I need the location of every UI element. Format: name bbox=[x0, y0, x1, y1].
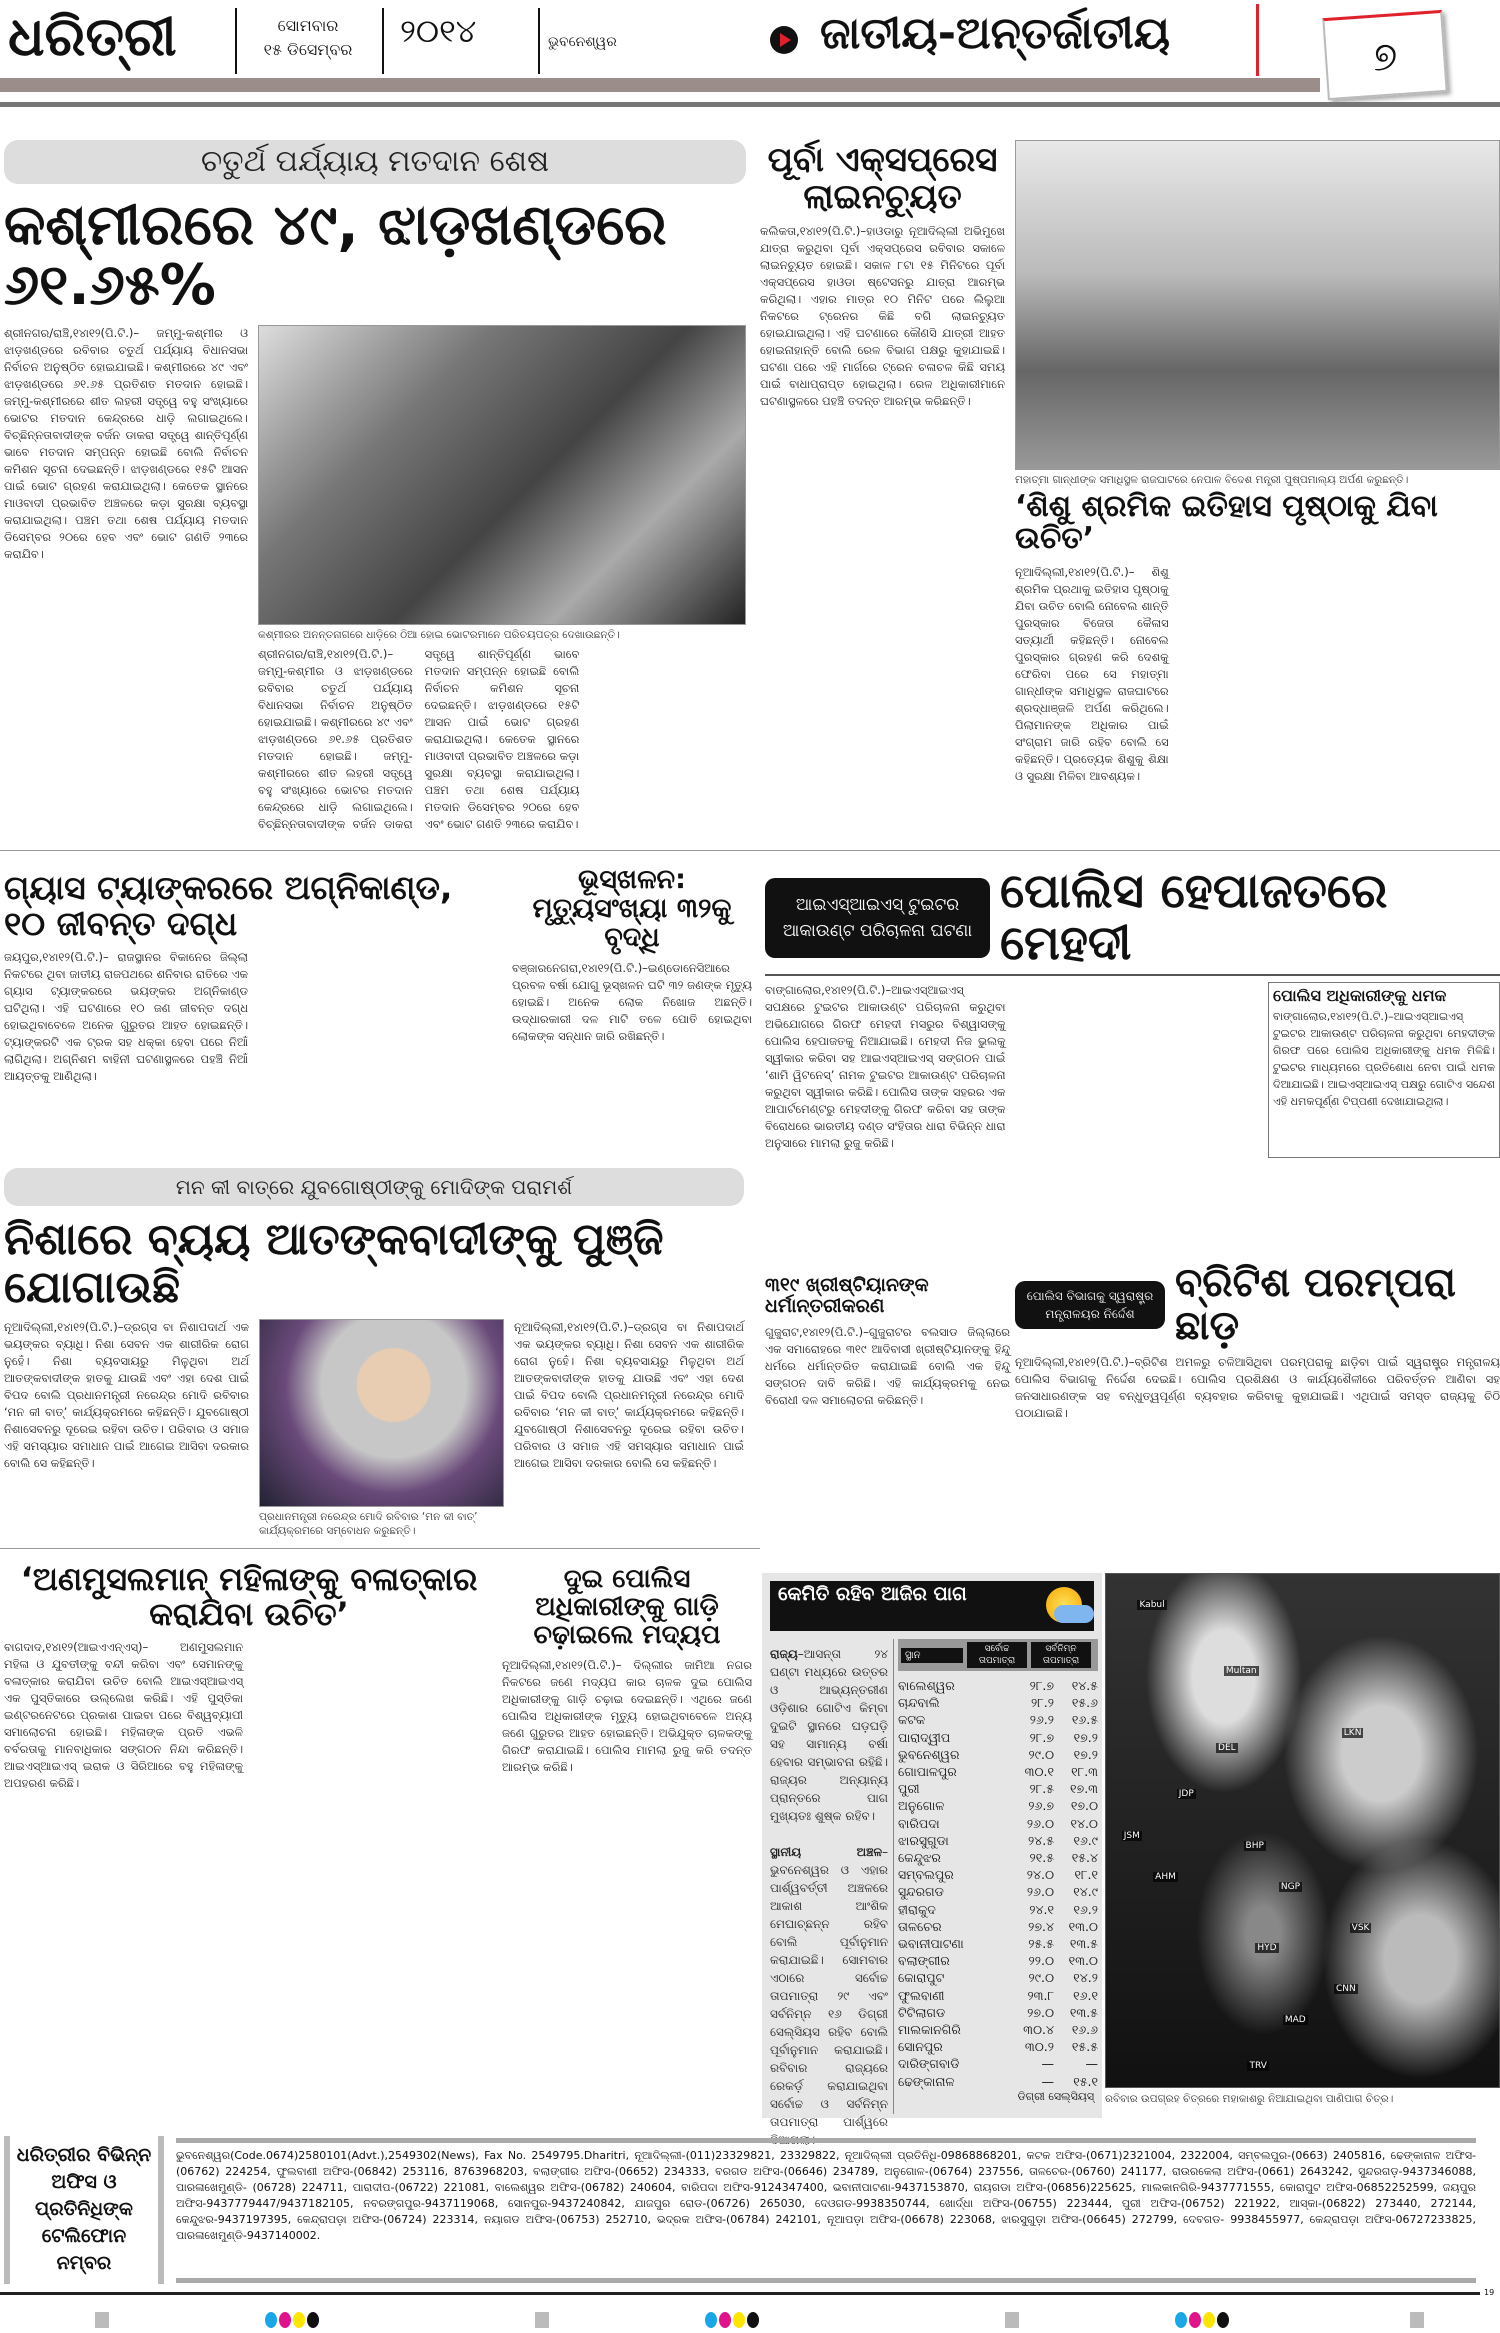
non-muslim-story bbox=[4, 1562, 494, 2110]
non-muslim-headline[interactable]: ‘ଅଣମୁସଲମାନ୍ ମହିଳାଙ୍କୁ ବଳାତ୍କାର କରାଯିବା ଉଚିତ’ bbox=[20, 1560, 478, 1633]
cell-min: ୧୩.୫ bbox=[1069, 2004, 1098, 2020]
cell-max: ୩୦.୧ bbox=[1024, 1764, 1054, 1780]
table-body bbox=[898, 1671, 1098, 2090]
cell-max: ୨୮.୭ bbox=[1029, 1729, 1054, 1745]
cell-min: ୧୭.୨ bbox=[1073, 1746, 1098, 1762]
child-labour-headline[interactable]: ‘ଶିଶୁ ଶ୍ରମିକ ଇତିହାସ ପୃଷ୍ଠାକୁ ଯିବା ଉଚିତ’ bbox=[1015, 489, 1438, 557]
registration-mark bbox=[1005, 2312, 1019, 2328]
cell-place: ଭବାନୀପାଟଣା bbox=[898, 1936, 964, 1952]
local-label: ସ୍ଥାନୀୟ ଅଞ୍ଚଳ bbox=[770, 1845, 882, 1859]
section-title: ଜାତୀୟ-ଅନ୍ତର୍ଜାତୀୟ bbox=[820, 8, 1171, 59]
cell-place: କୋରାପୁଟ bbox=[898, 1970, 945, 1986]
cell-min: ୧୩.୦ bbox=[1068, 1918, 1098, 1934]
divider bbox=[382, 8, 384, 74]
table-row bbox=[898, 1969, 1098, 1986]
child-labour-body: ନୂଆଦିଲ୍ଲୀ,୧୪ା୧୨(ପି.ଟି.)– ଶିଶୁ ଶ୍ରମିକ ପ୍ରଥାକୁ ଇତିହାସ ପୃଷ୍ଠାକୁ ଯିବା ଉଚିତ ବୋଲି ନୋବେଲ ଶାନ୍ତି ପୁରସ୍କାର ବିଜେତା କୈଳାସ ସତ୍ୟାର୍ଥୀ କହିଛନ୍ତି। ନୋବେଲ ପୁରସ୍କାର ଗ୍ରହଣ କରି ଦେଶକୁ ଫେରିବା ପରେ ସେ ମହାତ୍ମା ଗାନ୍ଧୀଙ୍କ ସମାଧିସ୍ଥଳ ରାଜଘାଟରେ ଶ୍ରଦ୍ଧାଞ୍ଜଳି ଅର୍ପଣ କରିଥିଲେ। ପିଲାମାନଙ୍କ ଅଧିକାର ପାଇଁ ସଂଗ୍ରାମ ଜାରି ରହିବ ବୋଲି ସେ କହିଛନ୍ତି। ପ୍ରତ୍ୟେକ ଶିଶୁକୁ ଶିକ୍ଷା ଓ ସୁରକ୍ଷା ମିଳିବା ଆବଶ୍ୟକ। bbox=[1015, 564, 1169, 783]
issue-year: ୨୦୧୪ bbox=[400, 12, 477, 50]
divider bbox=[235, 8, 237, 74]
logo: ଧରିତ୍ରୀ bbox=[8, 5, 177, 68]
map-city-label: Kabul bbox=[1139, 1599, 1165, 1610]
cell-min: ୧୫.୫ bbox=[1071, 2039, 1098, 2055]
cell-place: ଅନୁଗୋଳ bbox=[898, 1798, 945, 1814]
table-row bbox=[898, 1832, 1098, 1849]
cell-place: କେନ୍ଦୁଝର bbox=[898, 1850, 941, 1866]
cell-min: ୧୪.୫ bbox=[1071, 1678, 1098, 1693]
cell-min: ୧୭.୨ bbox=[1073, 1729, 1098, 1745]
cell-max: ୨୬.୭ bbox=[1028, 1798, 1054, 1814]
mehdi-body: ବାଙ୍ଗାଲୋର,୧୪ା୧୨(ପି.ଟି.)–ଆଇଏସ୍‌ଆଇଏସ୍ ସପକ୍ଷରେ ଟୁଇଟର ଆକାଉଣ୍ଟ ପରିଚାଳନା କରୁଥିବା ଅଭିଯୋଗରେ ଗିରଫ ମେହଦୀ ମସରୁର ବିଶ୍ୱାସଙ୍କୁ ପୋଲିସ ହେପାଜତକୁ ନିଆଯାଇଛି। ମେହଦୀ ନିଜ ଭୁଲକୁ ସ୍ୱୀକାର କରିବା ସହ ଆଇଏସ୍‌ଆଇଏସ୍ ସଙ୍ଗଠନ ପାଇଁ ‘ଶାମି ୱିଟନେସ୍’ ନାମକ ଟୁଇଟର ଆକାଉଣ୍ଟ ପରିଚାଳନା କରୁଥିବା ସ୍ୱୀକାର କରିଛି। ପୋଲିସ ତାଙ୍କ ସହରର ଏକ ଆପାର୍ଟମେଣ୍ଟରୁ ମେହଦୀଙ୍କୁ ଗିରଫ କରିବା ସହ ତାଙ୍କ ବିରୋଧରେ ଭାରତୀୟ ଦଣ୍ଡ ସଂହିତାର ଧାରା ବିଭିନ୍ନ ଧାରା ଅନୁସାରେ ମାମଲା ରୁଜୁ କରିଛି। bbox=[765, 982, 1006, 1150]
cell-min: ୧୫.୧ bbox=[1073, 2073, 1098, 2089]
cell-place: ଦାରିଙ୍ଗବାଡି bbox=[898, 2056, 960, 2072]
cell-place: ଝାରସୁଗୁଡା bbox=[898, 1832, 949, 1848]
cell-min: ୧୮.୧ bbox=[1074, 1867, 1098, 1883]
table-row bbox=[898, 1901, 1098, 1918]
mha-tag: ପୋଲିସ ବିଭାଗକୁ ସ୍ୱରାଷ୍ଟ୍ର ମନ୍ତ୍ରାଳୟର ନିର୍ଦ୍ଦେଶ bbox=[1015, 1281, 1165, 1329]
cell-max: ୨୮.୫ bbox=[1029, 1781, 1054, 1797]
cell-min: ୧୮.୩ bbox=[1071, 1764, 1098, 1780]
table-row bbox=[898, 1729, 1098, 1746]
map-city-label: VSK bbox=[1351, 1922, 1370, 1933]
table-row bbox=[898, 1918, 1098, 1935]
conversion-body: ଗୁଜୁରାଟ,୧୪ା୧୨(ପି.ଟି.)–ଗୁଜୁରାଟର ବଲସାଡ ଜିଲ୍ଲାରେ ଏକ ସମାରୋହରେ ୩୧୯ ଆଦିବାସୀ ଖ୍ରୀଷ୍ଟିୟାନଙ୍କୁ ହିନ୍ଦୁ ଧର୍ମରେ ଧର୍ମାନ୍ତରିତ କରାଯାଇଛି ବୋଲି ଏକ ହିନ୍ଦୁ ସଙ୍ଗଠନ ଦାବି କରିଛି। ଏହି କାର୍ଯ୍ୟକ୍ରମକୁ ନେଇ ବିରୋଧୀ ଦଳ ସମାଲୋଚନା କରିଛନ୍ତି। bbox=[765, 1325, 1010, 1408]
state-label: ରାଜ୍ୟ bbox=[770, 1647, 798, 1661]
cell-place: ବଲାଙ୍ଗୀର bbox=[898, 1953, 950, 1969]
voters-photo bbox=[258, 325, 746, 625]
map-city-label: Multan bbox=[1225, 1666, 1257, 1677]
table-row bbox=[898, 1883, 1098, 1900]
mann-body-right: ନୂଆଦିଲ୍ଲୀ,୧୪ା୧୨(ପି.ଟି.)–ଡ୍ରଗ୍ସ ବା ନିଶାପଦାର୍ଥ ଏକ ଭୟଙ୍କର ବ୍ୟାଧି। ନିଶା ସେବନ ଏକ ଶାରୀରିକ ରୋଗ ନୁହେଁ। ନିଶା ବ୍ୟବସାୟରୁ ମିଳୁଥିବା ଅର୍ଥ ଆତଙ୍କବାଦୀଙ୍କ ହାତକୁ ଯାଉଛି ଏବଂ ଏହା ଦେଶ ପାଇଁ ବିପଦ ବୋଲି ପ୍ରଧାନମନ୍ତ୍ରୀ ନରେନ୍ଦ୍ର ମୋଦି ରବିବାର ‘ମନ କୀ ବାତ୍’ କାର୍ଯ୍ୟକ୍ରମରେ କହିଛନ୍ତି। ଯୁବଗୋଷ୍ଠୀ ନିଶାସେବନରୁ ଦୂରେଇ ରହିବା ଉଚିତ। ପରିବାର ଓ ସମାଜ ଏହି ସମସ୍ୟାର ସମାଧାନ ପାଇଁ ଆଗେଇ ଆସିବା ଦରକାର ବୋଲି ସେ କହିଛନ୍ତି। bbox=[514, 1320, 744, 1471]
cell-place: ଗୋପାଳପୁର bbox=[898, 1764, 957, 1780]
header-place: ସ୍ଥାନ bbox=[901, 1648, 963, 1663]
cell-place: ବାଲେଶ୍ୱର bbox=[898, 1678, 955, 1693]
footer-title-box bbox=[4, 2136, 164, 2284]
header-max: ସର୍ବୋଚ୍ଚ ତାପମାତ୍ରା bbox=[967, 1642, 1027, 1668]
british-story bbox=[1015, 1262, 1500, 1542]
page-number-badge bbox=[1322, 10, 1447, 100]
cell-place: ତାଳଚେର bbox=[898, 1918, 942, 1934]
cell-max: ୨୬.୦ bbox=[1026, 1815, 1054, 1831]
map-city-label: NGP bbox=[1280, 1881, 1301, 1892]
table-row bbox=[898, 1952, 1098, 1969]
modi-caption: ପ୍ରଧାନମନ୍ତ୍ରୀ ନରେନ୍ଦ୍ର ମୋଦି ରବିବାର ‘ମନ କୀ ବାତ୍’ କାର୍ଯ୍ୟକ୍ରମରେ ସମ୍ବୋଧନ କରୁଛନ୍ତି। bbox=[259, 1511, 478, 1537]
lead-kicker: ଚତୁର୍ଥ ପର୍ଯ୍ୟାୟ ମତଦାନ ଶେଷ bbox=[4, 140, 746, 184]
weather-title: କେମିତି ରହିବ ଆଜିର ପାଗ bbox=[778, 1583, 967, 1605]
page-rule bbox=[0, 2292, 1480, 2295]
cell-min: ୧୬.୧ bbox=[1073, 1987, 1098, 2003]
map-city-label: JSM bbox=[1123, 1830, 1140, 1841]
cell-place: ସୁନ୍ଦରଗଡ bbox=[898, 1884, 944, 1900]
lead-headline[interactable]: କଶ୍ମୀରରେ ୪୯, ଝାଡ଼ଖଣ୍ଡରେ ୬୧.୬୫% bbox=[4, 193, 667, 319]
map-city-label: HYD bbox=[1257, 1943, 1277, 1954]
cell-max: — bbox=[1041, 2056, 1054, 2072]
cell-min: ୧୬.୬ bbox=[1071, 2022, 1098, 2038]
masthead-band bbox=[0, 78, 1320, 92]
lead-body-bottom: ଶ୍ରୀନଗର/ରାଞ୍ଚି,୧୪ା୧୨(ପି.ଟି.)– ଜମ୍ମୁ-କଶ୍ମୀର ଓ ଝାଡ଼ଖଣ୍ଡରେ ରବିବାର ଚତୁର୍ଥ ପର୍ଯ୍ୟାୟ ବିଧାନସଭା ନିର୍ବାଚନ ଅନୁଷ୍ଠିତ ହୋଇଯାଇଛି। କଶ୍ମୀରରେ ୪୯ ଏବଂ ଝାଡ଼ଖଣ୍ଡରେ ୬୧.୬୫ ପ୍ରତିଶତ ମତଦାନ ହୋଇଛି। ଜମ୍ମୁ-କଶ୍ମୀରରେ ଶୀତ ଲହରୀ ସତ୍ତ୍ୱେ ବହୁ ସଂଖ୍ୟାରେ ଭୋଟର ମତଦାନ କେନ୍ଦ୍ରରେ ଧାଡ଼ି ଲଗାଇଥିଲେ। ବିଚ୍ଛିନ୍ନତାବାଦୀଙ୍କ ବର୍ଜନ ଡାକରା ସତ୍ତ୍ୱେ ଶାନ୍ତିପୂର୍ଣ୍ଣ ଭାବେ ମତଦାନ ସମ୍ପନ୍ନ ହୋଇଛି ବୋଲି ନିର୍ବାଚନ କମିଶନ ସୂଚନା ଦେଇଛନ୍ତି। ଝାଡ଼ଖଣ୍ଡରେ ୧୫ଟି ଆସନ ପାଇଁ ଭୋଟ ଗ୍ରହଣ କରାଯାଇଥିଲା। କେତେକ ସ୍ଥାନରେ ମାଓବାଦୀ ପ୍ରଭାବିତ ଅଞ୍ଚଳରେ କଡ଼ା ସୁରକ୍ଷା ବ୍ୟବସ୍ଥା କରାଯାଇଥିଲା। ପଞ୍ଚମ ତଥା ଶେଷ ପର୍ଯ୍ୟାୟ ମତଦାନ ଡିସେମ୍ବର ୨୦ରେ ହେବ ଏବଂ ଭୋଟ ଗଣତି ୨୩ରେ କରାଯିବ। bbox=[258, 646, 580, 831]
cell-max: ୩୦.୪ bbox=[1023, 2022, 1054, 2038]
cell-max: ୨୯.୦ bbox=[1028, 1970, 1054, 1986]
conversion-story bbox=[765, 1275, 1010, 1542]
table-row bbox=[898, 2073, 1098, 2090]
cell-max: ୨୪.୫ bbox=[1027, 1832, 1054, 1848]
child-labour-story bbox=[1015, 140, 1500, 840]
cell-max: ୨୩.୮ bbox=[1027, 1987, 1054, 2003]
cell-place: ଫୁଲବାଣୀ bbox=[898, 1987, 945, 2003]
divider bbox=[0, 850, 1500, 851]
cell-max: ୨୮.୭ bbox=[1029, 1678, 1054, 1693]
table-row bbox=[898, 1797, 1098, 1814]
landslide-body: ବଞ୍ଜାରନେଗରା,୧୪ା୧୨(ପି.ଟି.)–ଇଣ୍ଡୋନେସିଆରେ ପ୍ରବଳ ବର୍ଷା ଯୋଗୁ ଭୂସ୍ଖଳନ ଘଟି ୩୨ ଜଣଙ୍କ ମୃତ୍ୟୁ ହୋଇଛି। ଅନେକ ଲୋକ ନିଖୋଜ ଅଛନ୍ତି। ଉଦ୍ଧାରକାରୀ ଦଳ ମାଟି ତଳେ ପୋତି ହୋଇଥିବା ଲୋକଙ୍କ ସନ୍ଧାନ ଜାରି ରଖିଛନ୍ତି। bbox=[512, 961, 752, 1044]
table-row bbox=[898, 2021, 1098, 2038]
conversion-headline[interactable]: ୩୧୯ ଖ୍ରୀଷ୍ଟିୟାନଙ୍କ ଧର୍ମାନ୍ତରୀକରଣ bbox=[765, 1274, 929, 1317]
page-number: ୭ bbox=[1371, 33, 1399, 81]
cell-min: ୧୫.୬ bbox=[1071, 1695, 1098, 1711]
map-city-label: TRV bbox=[1249, 2061, 1267, 2072]
table-row bbox=[898, 1987, 1098, 2004]
voters-photo-caption: କଶ୍ମୀରର ଅନନ୍ତନାଗରେ ଧାଡ଼ିରେ ଠିଆ ହୋଇ ଭୋଟରମାନେ ପରିଚୟପତ୍ର ଦେଖାଉଛନ୍ତି। bbox=[258, 628, 620, 641]
table-row bbox=[898, 2038, 1098, 2055]
cell-max: ୨୪.୦ bbox=[1026, 1867, 1054, 1883]
table-row bbox=[898, 1815, 1098, 1832]
table-row bbox=[898, 2004, 1098, 2021]
lead-story bbox=[4, 140, 746, 840]
map-city-label: BHP bbox=[1245, 1840, 1264, 1851]
map-city-label: CNN bbox=[1335, 1984, 1356, 1995]
issue-date-text: ୧୫ ଡିସେମ୍ବର bbox=[263, 40, 353, 59]
weather-forecast-text bbox=[770, 1645, 888, 2129]
masthead bbox=[0, 0, 1500, 115]
modi-photo bbox=[259, 1319, 504, 1507]
cell-min: ୧୪.୨ bbox=[1073, 1970, 1098, 1986]
table-row bbox=[898, 2055, 1098, 2072]
cell-place: ଭୁବନେଶ୍ୱର bbox=[898, 1746, 960, 1762]
state-forecast: –ଆସନ୍ତା ୨୪ ଘଣ୍ଟା ମଧ୍ୟରେ ଉତ୍ତର ଓ ଆଭ୍ୟନ୍ତରୀଣ ଓଡ଼ିଶାର ଗୋଟିଏ କିମ୍ବା ଦୁଇଟି ସ୍ଥାନରେ ଘଡ଼ଘଡ଼ି ସହ ସାମାନ୍ୟ ବର୍ଷା ହେବାର ସମ୍ଭାବନା ରହିଛି। ରାଜ୍ୟର ଅନ୍ୟାନ୍ୟ ପ୍ରାନ୍ତରେ ପାଗ ମୁଖ୍ୟତଃ ଶୁଷ୍କ ରହିବ। bbox=[770, 1647, 888, 1823]
cell-max: ୨୭.୪ bbox=[1028, 1918, 1054, 1934]
cell-max: ୨୮.୨ bbox=[1031, 1695, 1054, 1711]
table-row bbox=[898, 1780, 1098, 1797]
cell-min: ୧୭.୩ bbox=[1070, 1781, 1098, 1797]
cell-min: ୧୬.୫ bbox=[1071, 1712, 1098, 1728]
map-city-label: DEL bbox=[1218, 1743, 1236, 1754]
registration-mark bbox=[95, 2312, 109, 2328]
cell-max: ୨୭.୦ bbox=[1027, 2004, 1054, 2020]
table-row bbox=[898, 1746, 1098, 1763]
divider bbox=[893, 1639, 894, 2114]
header-min: ସର୍ବନିମ୍ନ ତାପମାତ୍ରା bbox=[1031, 1642, 1091, 1668]
local-forecast: –ଭୁବନେଶ୍ୱର ଓ ଏହାର ପାର୍ଶ୍ୱବର୍ତ୍ତୀ ଅଞ୍ଚଳରେ ଆକାଶ ଆଂଶିକ ମେଘାଚ୍ଛନ୍ନ ରହିବ ବୋଲି ପୂର୍ବାନୁମାନ କରାଯାଇଛି। ସୋମବାର ଏଠାରେ ସର୍ବୋଚ୍ଚ ତାପମାତ୍ରା ୨୯ ଏବଂ ସର୍ବନିମ୍ନ ୧୬ ଡିଗ୍ରୀ ସେଲ୍‌ସିୟସ ରହିବ ବୋଲି ପୂର୍ବାନୁମାନ କରାଯାଇଛି। ରବିବାର ରାଜ୍ୟରେ ରେକର୍ଡ଼ କରାଯାଇଥିବା ସର୍ବୋଚ୍ଚ ଓ ସର୍ବନିମ୍ନ ତାପମାତ୍ରା ପାର୍ଶ୍ୱରେ bbox=[770, 1845, 888, 2129]
cell-place: ଟିଟିଲାଗଡ bbox=[898, 2004, 946, 2020]
weather-panel bbox=[762, 1573, 1102, 2129]
purba-body: କଲିକତା,୧୪ା୧୨(ପି.ଟି.)–ହାଓଡାରୁ ନୂଆଦିଲ୍ଲୀ ଅଭିମୁଖେ ଯାତ୍ରା କରୁଥିବା ପୂର୍ବା ଏକ୍ସପ୍ରେସ ରବିବାର ସକାଳେ ଲାଇନଚ୍ୟୁତ ହୋଇଛି। ସକାଳ ୮ଟା ୧୫ ମିନିଟରେ ପୂର୍ବା ଏକ୍ସପ୍ରେସ ହାଓଡା ଷ୍ଟେସନରୁ ଯାତ୍ରା ଆରମ୍ଭ କରିଥିଲା। ଏହାର ମାତ୍ର ୧୦ ମିନିଟ ପରେ ଲିଲୁଆ ନିକଟରେ ଟ୍ରେନର କିଛି ବଗି ଲାଇନଚ୍ୟୁତ ହୋଇଯାଇଥିଲା। ଏହି ଘଟଣାରେ କୌଣସି ଯାତ୍ରୀ ଆହତ ହୋଇନାହାନ୍ତି ବୋଲି ରେଳ ବିଭାଗ ପକ୍ଷରୁ କୁହାଯାଇଛି। ଘଟଣା ପରେ ଏହି ମାର୍ଗରେ ଟ୍ରେନ ଚଳାଚଳ କିଛି ସମୟ ପାଇଁ ବାଧାପ୍ରାପ୍ତ ହୋଇଥିଲା। ରେଳ ଅଧିକାରୀମାନେ ଘଟଣାସ୍ଥଳରେ ପହଞ୍ଚି ତଦନ୍ତ ଆରମ୍ଭ କରିଛନ୍ତି। bbox=[760, 224, 1005, 409]
sun-cloud-icon bbox=[1046, 1587, 1082, 1623]
cell-min: ୧୩.୦ bbox=[1068, 1953, 1098, 1969]
cell-place: କଟକ bbox=[898, 1712, 926, 1728]
cell-max: ୨୬.୦ bbox=[1026, 1884, 1054, 1900]
cell-min: ୧୭.୦ bbox=[1070, 1798, 1098, 1814]
mann-kicker: ମନ କୀ ବାତ୍‌ରେ ଯୁବଗୋଷ୍ଠୀଙ୍କୁ ମୋଦିଙ୍କ ପରାମର୍ଶ bbox=[4, 1168, 744, 1206]
cell-min: ୧୩.୫ bbox=[1069, 1936, 1098, 1952]
registration-mark bbox=[535, 2312, 549, 2328]
cell-place: ସମ୍ବଲପୁର bbox=[898, 1867, 954, 1883]
two-police-story bbox=[502, 1565, 752, 2110]
police-threat-title: ପୋଲିସ ଅଧିକାରୀଙ୍କୁ ଧମକ bbox=[1273, 985, 1447, 1005]
cell-min: ୧୪.୯ bbox=[1073, 1884, 1098, 1900]
table-row bbox=[898, 1763, 1098, 1780]
gas-tanker-headline[interactable]: ଗ୍ୟାସ ଟ୍ୟାଙ୍କରରେ ଅଗ୍ନିକାଣ୍ଡ, ୧୦ ଜୀବନ୍ତ ଦଗ୍ଧ bbox=[4, 868, 453, 943]
gas-tanker-body: ଜୟପୁର,୧୪ା୧୨(ପି.ଟି.)– ରାଜସ୍ଥାନର ବିକାନେର ଜିଲ୍ଲା ନିକଟରେ ଥିବା ଜାତୀୟ ରାଜପଥରେ ଶନିବାର ରାତିରେ ଏକ ଗ୍ୟାସ ଟ୍ୟାଙ୍କରରେ ଭୟଙ୍କର ଅଗ୍ନିକାଣ୍ଡ ଘଟିଥିଲା। ଏହି ଘଟଣାରେ ୧୦ ଜଣ ଜୀବନ୍ତ ଦଗ୍ଧ ହୋଇଥିବାବେଳେ ଅନେକ ଗୁରୁତର ଆହତ ହୋଇଛନ୍ତି। ଟ୍ୟାଙ୍କରଟି ଏକ ଟ୍ରକ ସହ ଧକ୍କା ହେବା ପରେ ନିଆଁ ଲାଗିଥିଲା। ଅଗ୍ନିଶମ ବାହିନୀ ଘଟଣାସ୍ଥଳରେ ପହଞ୍ଚି ନିଆଁ ଆୟତ୍ତକୁ ଆଣିଥିଲା। bbox=[4, 950, 248, 1084]
divider bbox=[765, 974, 1500, 976]
cell-place: ଚାନ୍ଦବାଲି bbox=[898, 1695, 940, 1711]
table-row bbox=[898, 1677, 1098, 1694]
table-row bbox=[898, 1694, 1098, 1711]
footer-phone-list: ଭୁବନେଶ୍ୱର(Code.0674)2580101(Advt.),2549302(News), Fax No. 2549795.Dharitri, ନୂଆଦିଲ୍ଲୀ-(011)23329821, 23329822, ନୂଆଦିଲ୍ଲୀ ପ୍ରତିନିଧି-09868868201, କଟକ ଅଫିସ-(0671)2321004, 2322004, ସମ୍ବଲପୁର-(0663) 2405816, ଢେଙ୍କାନାଳ ଅଫିସ-(06762) 224254, ଫୁଲବାଣୀ ଅଫିସ-(06842) 253116, 8763968203, ବଲାଙ୍ଗୀର ଅଫିସ-(06652) 234333, ବରଗଡ ଅଫିସ-(06646) 234789, ଅନୁଗୋଳ-(06764) 237556, ତାଳଚେର-(06760) 241177, ରାଉରକେଲା ଅଫିସ-(0661) 2643242, ସୁନ୍ଦରଗଡ଼-9437346088, ପାରଳାଖେମୁଣ୍ଡି- (06728) 224711, ପାରାଦୀପ-(06722) 221081, ବାଲେଶ୍ୱର ଅଫିସ-(06782) 240604, ବାରିପଦା ଅଫିସ-9124347400, ଭବାନୀପାଟଣା-9437153870, ରାୟଗଡା ଅଫିସ-(06856)225625, ମାଲକାନଗିରି-9437771555, କୋରାପୁଟ ଅଫିସ-06852252599, ଜୟପୁର ଅଫିସ-9437779447/9437182105, ନବରଙ୍ଗପୁର-9437119068, ସୋନପୁର-9437240842, ଯାଜପୁର ରୋଡ-(06726) 265030, ଦେଓଗଡ-9938350744, ଖୋର୍ଦ୍ଧା ଅଫିସ-(06755) 223444, ପୁରୀ ଅଫିସ-(06752) 221922, ଆସ୍କା-(06822) 273440, 272144, କେନ୍ଦୁଝର-9437197395, କେନ୍ଦ୍ରାପଡ଼ା ଅଫିସ-(06724) 223314, ନୟାଗଡ ଅଫିସ-(06753) 252710, ଭଦ୍ରକ ଅଫିସ-(06784) 242101, ନୂଆପଡ଼ା ଅଫିସ-(06678) 223068, ଝାରସୁଗୁଡ଼ା ଅଫିସ-(06645) 272799, ଦେବଗଡ- 9938455977, କେନ୍ଦ୍ରାପଡ଼ା ଅଫିସ-06727233825, ପାରଳାଖେମୁଣ୍ଡି-9437140002. bbox=[176, 2149, 1476, 2242]
map-city-label: JDP bbox=[1178, 1789, 1194, 1800]
map-city-label: LKN bbox=[1343, 1727, 1362, 1738]
issue-city: ଭୁବନେଶ୍ୱର bbox=[548, 34, 617, 50]
cell-max: ୨୧.୫ bbox=[1029, 1850, 1054, 1866]
table-row bbox=[898, 1849, 1098, 1866]
rajghat-caption: ମହାତ୍ମା ଗାନ୍ଧୀଙ୍କ ସମାଧିସ୍ଥଳ ରାଜଘାଟରେ ନେପାଳ ବିଦେଶ ମନ୍ତ୍ରୀ ପୁଷ୍ପମାଲ୍ୟ ଅର୍ପଣ କରୁଛନ୍ତି। bbox=[1015, 474, 1409, 486]
footer-rule bbox=[176, 2278, 1476, 2283]
color-bar-mark bbox=[265, 2312, 319, 2328]
cell-min: ୧୫.୪ bbox=[1071, 1850, 1098, 1866]
british-headline[interactable]: ବ୍ରିଟିଶ ପରମ୍ପରା ଛାଡ଼ bbox=[1175, 1260, 1456, 1350]
rajghat-photo bbox=[1015, 140, 1500, 470]
registration-mark bbox=[1410, 2312, 1424, 2328]
cell-max: ୨୬.୨ bbox=[1029, 1712, 1054, 1728]
lead-body-left: ଶ୍ରୀନଗର/ରାଞ୍ଚି,୧୪ା୧୨(ପି.ଟି.)– ଜମ୍ମୁ-କଶ୍ମୀର ଓ ଝାଡ଼ଖଣ୍ଡରେ ରବିବାର ଚତୁର୍ଥ ପର୍ଯ୍ୟାୟ ବିଧାନସଭା ନିର୍ବାଚନ ଅନୁଷ୍ଠିତ ହୋଇଯାଇଛି। କଶ୍ମୀରରେ ୪୯ ଏବଂ ଝାଡ଼ଖଣ୍ଡରେ ୬୧.୬୫ ପ୍ରତିଶତ ମତଦାନ ହୋଇଛି। ଜମ୍ମୁ-କଶ୍ମୀରରେ ଶୀତ ଲହରୀ ସତ୍ତ୍ୱେ ବହୁ ସଂଖ୍ୟାରେ ଭୋଟର ମତଦାନ କେନ୍ଦ୍ରରେ ଧାଡ଼ି ଲଗାଇଥିଲେ। ବିଚ୍ଛିନ୍ନତାବାଦୀଙ୍କ ବର୍ଜନ ଡାକରା ସତ୍ତ୍ୱେ ଶାନ୍ତିପୂର୍ଣ୍ଣ ଭାବେ ମତଦାନ ସମ୍ପନ୍ନ ହୋଇଛି ବୋଲି ନିର୍ବାଚନ କମିଶନ ସୂଚନା ଦେଇଛନ୍ତି। ଝାଡ଼ଖଣ୍ଡରେ ୧୫ଟି ଆସନ ପାଇଁ ଭୋଟ ଗ୍ରହଣ କରାଯାଇଥିଲା। କେତେକ ସ୍ଥାନରେ ମାଓବାଦୀ ପ୍ରଭାବିତ ଅଞ୍ଚଳରେ କଡ଼ା ସୁରକ୍ଷା ବ୍ୟବସ୍ଥା କରାଯାଇଥିଲା। ପଞ୍ଚମ ତଥା ଶେଷ ପର୍ଯ୍ୟାୟ ମତଦାନ ଡିସେମ୍ବର ୨୦ରେ ହେବ ଏବଂ ଭୋଟ ଗଣତି ୨୩ରେ କରାଯିବ। bbox=[4, 325, 248, 561]
footer-box bbox=[4, 2136, 1500, 2284]
color-bar-mark bbox=[705, 2312, 759, 2328]
temperature-unit: ଡିଗ୍ରୀ ସେଲ୍‌ସିୟସ୍ bbox=[1017, 2089, 1094, 2103]
cell-max: — bbox=[1041, 2073, 1054, 2089]
masthead-rule bbox=[0, 102, 1500, 107]
police-threat-box bbox=[1268, 982, 1500, 1158]
red-divider bbox=[1256, 4, 1259, 76]
police-threat-body: ବାଙ୍ଗାଲୋର,୧୪ା୧୨(ପି.ଟି.)–ଆଇଏସ୍‌ଆଇଏସ୍ ଟୁଇଟର ଆକାଉଣ୍ଟ ପରିଚାଳନା କରୁଥିବା ମେହଦୀଙ୍କ ଗିରଫ ପରେ ପୋଲିସ ଅଧିକାରୀଙ୍କୁ ଧମକ ମିଳିଛି। ଟୁଇଟର ମାଧ୍ୟମରେ ପ୍ରତିଶୋଧ ନେବା ପାଇଁ ଧମକ ଦିଆଯାଇଛି। ଆଇଏସ୍‌ଆଇଏସ୍ ପକ୍ଷରୁ ଗୋଟିଏ ସନ୍ଦେଶ ଏହି ଧମକପୂର୍ଣ୍ଣ ଟିପ୍ପଣୀ ଦେଖାଯାଇଥିଲା। bbox=[1273, 1009, 1495, 1108]
table-row bbox=[898, 1711, 1098, 1728]
isis-tag: ଆଇଏସ୍‌ଆଇଏସ୍ ଟୁଇଟର ଆକାଉଣ୍ଟ ପରିଚାଳନା ଘଟଣା bbox=[765, 878, 990, 958]
mann-story bbox=[4, 1168, 744, 1542]
mehdi-story bbox=[765, 863, 1500, 1158]
cell-place: ପାରାଦ୍ୱୀପ bbox=[898, 1729, 951, 1745]
cell-min: ୧୬.୯ bbox=[1073, 1832, 1098, 1848]
gas-tanker-story bbox=[4, 870, 504, 1152]
table-row bbox=[898, 1866, 1098, 1883]
cell-max: ୩୦.୨ bbox=[1024, 2039, 1054, 2055]
satellite-map bbox=[1105, 1573, 1500, 2088]
landslide-story bbox=[512, 865, 752, 1152]
landslide-headline[interactable]: ଭୂସ୍ଖଳନ: ମୃତ୍ୟୁସଂଖ୍ୟା ୩୨କୁ ବୃଦ୍ଧି bbox=[532, 864, 732, 954]
folio: 19 bbox=[1484, 2288, 1495, 2297]
cell-place: ମାଲକାନଗିରି bbox=[898, 2022, 961, 2038]
divider bbox=[0, 1548, 760, 1549]
purba-headline[interactable]: ପୂର୍ବା ଏକ୍ସପ୍ରେସ ଲାଇନଚ୍ୟୁତ bbox=[767, 140, 998, 217]
purba-story bbox=[760, 142, 1005, 840]
two-police-body: ନୂଆଦିଲ୍ଲୀ,୧୪ା୧୨(ପି.ଟି.)– ଦିଲ୍ଲୀର ଜାମିଆ ନଗର ନିକଟରେ ଜଣେ ମଦ୍ୟପ କାର ଚାଳକ ଦୁଇ ପୋଲିସ ଅଧିକାରୀଙ୍କୁ ଗାଡ଼ି ଚଢ଼ାଇ ଦେଇଛନ୍ତି। ଏଥିରେ ଜଣେ ପୋଲିସ ଅଧିକାରୀଙ୍କ ମୃତ୍ୟୁ ହୋଇଥିବାବେଳେ ଅନ୍ୟ ଜଣେ ଗୁରୁତର ଆହତ ହୋଇଛନ୍ତି। ଅଭିଯୁକ୍ତ ଚାଳକଙ୍କୁ ଗିରଫ କରାଯାଇଛି। ପୋଲିସ ମାମଲା ରୁଜୁ କରି ତଦନ୍ତ ଆରମ୍ଭ କରିଛି। bbox=[502, 1658, 752, 1775]
temperature-table bbox=[898, 1639, 1098, 2104]
cell-place: ସୋନପୁର bbox=[898, 2039, 943, 2055]
issue-day: ସୋମବାର bbox=[277, 16, 339, 35]
mann-headline[interactable]: ନିଶାରେ ବ୍ୟୟ ଆତଙ୍କବାଦୀଙ୍କୁ ପୁଞ୍ଜି ଯୋଗାଉଛି bbox=[4, 1214, 664, 1313]
cell-place: ବାରିପଦା bbox=[898, 1815, 940, 1831]
cell-min: — bbox=[1085, 2056, 1098, 2072]
divider bbox=[538, 8, 540, 74]
non-muslim-body: ବାଗଦାଦ,୧୪ା୧୨(ଆଇଏଏନ୍‌ଏସ୍)– ଅଣମୁସଲମାନ ମହିଳା ଓ ଯୁବତୀଙ୍କୁ ବନ୍ଦୀ କରିବା ଏବଂ ସେମାନଙ୍କୁ ବଳାତ୍କାର କରାଯିବା ଉଚିତ ବୋଲି ଆଇଏସ୍‌ଆଇଏସ୍ ଏକ ପୁସ୍ତିକାରେ ଉଲ୍ଲେଖ କରିଛି। ଏହି ପୁସ୍ତିକା ଇଣ୍ଟରନେଟରେ ପ୍ରକାଶ ପାଇବା ପରେ ବିଶ୍ୱବ୍ୟାପୀ ସମାଲୋଚନା ହୋଇଛି। ମହିଳାଙ୍କ ପ୍ରତି ଏଭଳି ବର୍ବରତାକୁ ମାନବାଧିକାର ସଙ୍ଗଠନ ନିନ୍ଦା କରିଛନ୍ତି। ଆଇଏସ୍‌ଆଇଏସ୍ ଇରାକ ଓ ସିରିଆରେ ବହୁ ମହିଳାଙ୍କୁ ଅପହରଣ କରିଛି। bbox=[4, 1640, 243, 1791]
cell-min: ୧୪.୦ bbox=[1070, 1815, 1098, 1831]
table-row bbox=[898, 1935, 1098, 1952]
mann-body-left: ନୂଆଦିଲ୍ଲୀ,୧୪ା୧୨(ପି.ଟି.)–ଡ୍ରଗ୍ସ ବା ନିଶାପଦାର୍ଥ ଏକ ଭୟଙ୍କର ବ୍ୟାଧି। ନିଶା ସେବନ ଏକ ଶାରୀରିକ ରୋଗ ନୁହେଁ। ନିଶା ବ୍ୟବସାୟରୁ ମିଳୁଥିବା ଅର୍ଥ ଆତଙ୍କବାଦୀଙ୍କ ହାତକୁ ଯାଉଛି ଏବଂ ଏହା ଦେଶ ପାଇଁ ବିପଦ ବୋଲି ପ୍ରଧାନମନ୍ତ୍ରୀ ନରେନ୍ଦ୍ର ମୋଦି ରବିବାର ‘ମନ କୀ ବାତ୍’ କାର୍ଯ୍ୟକ୍ରମରେ କହିଛନ୍ତି। ଯୁବଗୋଷ୍ଠୀ ନିଶାସେବନରୁ ଦୂରେଇ ରହିବା ଉଚିତ। ପରିବାର ଓ ସମାଜ ଏହି ସମସ୍ୟାର ସମାଧାନ ପାଇଁ ଆଗେଇ ଆସିବା ଦରକାର ବୋଲି ସେ କହିଛନ୍ତି। bbox=[4, 1320, 249, 1471]
map-city-label: AHM bbox=[1155, 1871, 1176, 1882]
table-header bbox=[898, 1639, 1098, 1671]
footer-title: ଧରିତ୍ରୀର ବିଭିନ୍ନ ଅଫିସ ଓ ପ୍ରତିନିଧିଙ୍କ ଟେଲିଫୋନ ନମ୍ବର bbox=[16, 2144, 152, 2274]
cell-place: ହୀରାକୁଦ bbox=[898, 1901, 936, 1917]
map-city-label: MAD bbox=[1284, 2015, 1306, 2026]
play-bullet-icon bbox=[770, 26, 798, 54]
two-police-headline[interactable]: ଦୁଇ ପୋଲିସ ଅଧିକାରୀଙ୍କୁ ଗାଡ଼ି ଚଢ଼ାଇଲେ ମଦ୍ୟପ bbox=[533, 1564, 721, 1651]
cell-place: ପୁରୀ bbox=[898, 1781, 920, 1797]
issue-date bbox=[248, 14, 368, 62]
cell-max: ୨୯.୦ bbox=[1028, 1746, 1054, 1762]
weather-title-bar bbox=[770, 1581, 1094, 1631]
cell-max: ୨୫.୫ bbox=[1028, 1936, 1054, 1952]
color-bar-mark bbox=[1175, 2312, 1229, 2328]
mehdi-headline[interactable]: ପୋଲିସ ହେପାଜତରେ ମେହଦୀ bbox=[1000, 863, 1388, 971]
cell-min: ୧୬.୨ bbox=[1073, 1901, 1098, 1917]
british-body: ନୂଆଦିଲ୍ଲୀ,୧୪ା୧୨(ପି.ଟି.)–ବ୍ରିଟିଶ ଅମଳରୁ ଚଳିଆସିଥିବା ପରମ୍ପରାକୁ ଛାଡ଼ିବା ପାଇଁ ସ୍ୱରାଷ୍ଟ୍ର ମନ୍ତ୍ରାଳୟ ପୋଲିସ ବିଭାଗକୁ ନିର୍ଦ୍ଦେଶ ଦେଇଛି। ପୋଲିସ ପ୍ରଶିକ୍ଷଣ ଓ କାର୍ଯ୍ୟଶୈଳୀରେ ପରିବର୍ତ୍ତନ ଆଣିବା ସହ ଜନସାଧାରଣଙ୍କ ସହ ବନ୍ଧୁତ୍ୱପୂର୍ଣ୍ଣ ବ୍ୟବହାର କରିବାକୁ କୁହାଯାଇଛି। ଏଥିପାଇଁ ସମସ୍ତ ରାଜ୍ୟକୁ ଚିଠି ପଠାଯାଇଛି। bbox=[1015, 1355, 1500, 1421]
cell-place: ଢେଙ୍କାନାଳ bbox=[898, 2073, 955, 2089]
map-caption: ରବିବାର ଉପଗ୍ରହ ଚିତ୍ରରେ ମହାକାଶରୁ ନିଆଯାଇଥିବା ପାଣିପାଗ ଚିତ୍ର। bbox=[1105, 2093, 1394, 2105]
footer-rule bbox=[176, 2138, 1476, 2143]
cell-max: ୨୪.୧ bbox=[1029, 1901, 1054, 1917]
cell-max: ୨୨.୦ bbox=[1028, 1953, 1054, 1969]
